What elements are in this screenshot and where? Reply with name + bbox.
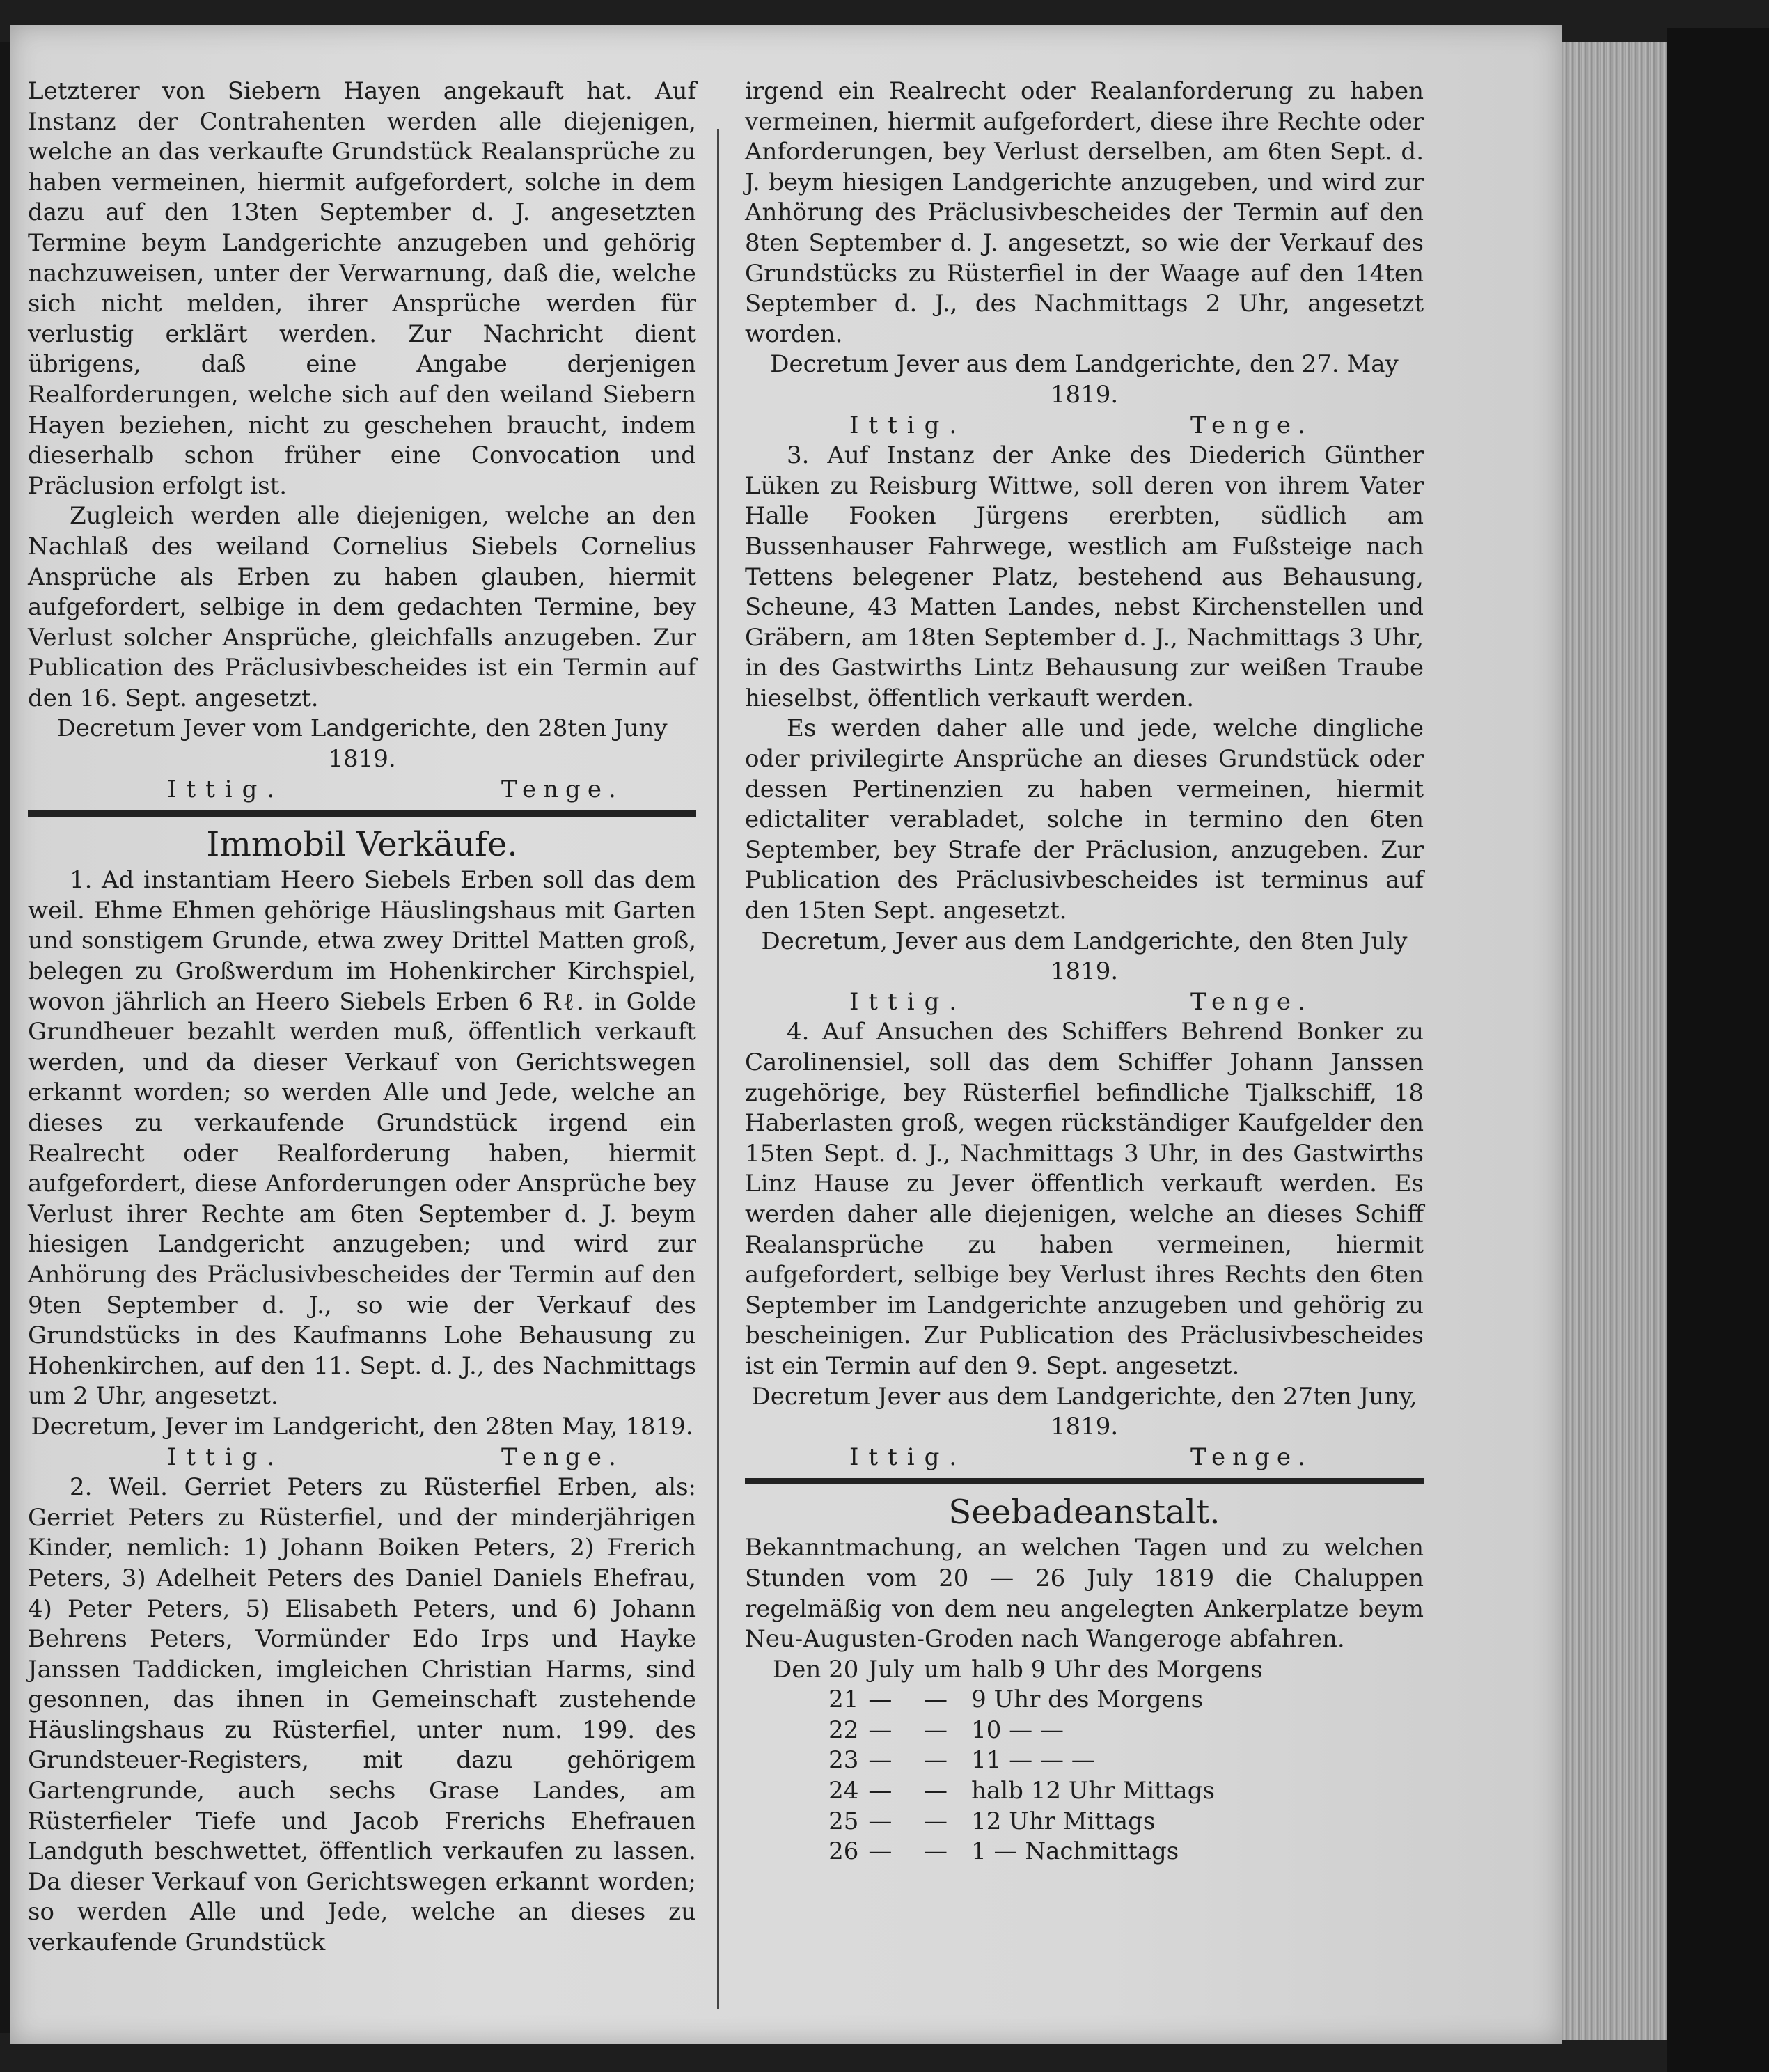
table-row bbox=[773, 1776, 1273, 1807]
schedule-cell: — bbox=[868, 1807, 893, 1835]
schedule-day: 25 bbox=[828, 1807, 859, 1835]
schedule-day: 26 bbox=[828, 1837, 859, 1866]
decree-line: Decretum Jever vom Landgerichte, den 28ten Juny 1819. bbox=[56, 714, 668, 774]
table-row bbox=[773, 1685, 1273, 1716]
schedule-day: 23 bbox=[828, 1746, 859, 1775]
right-column bbox=[745, 77, 1424, 1867]
section-rule bbox=[28, 810, 696, 817]
schedule-cell: um bbox=[923, 1655, 962, 1684]
schedule-time: halb 9 Uhr des Morgens bbox=[971, 1655, 1263, 1684]
paragraph: 1. Ad instantiam Heero Siebels Erben soll das dem weil. Ehme Ehmen gehörige Häuslingshaus mit Garten und sonstigem Grunde, etwa zwey Drittel Matten groß, belegen zu Großwerdum im Hohenkircher Kirchspiel, wovon jährlich an Heero Siebels Erben 6 Rℓ. in Golde Grundheuer bezahlt werden muß, öffentlich verkauft werden, und da dieser Verkauf von Gerichtswegen erkannt worden; so werden Alle und Jede, welche an dieses zu verkaufende Grundstück irgend ein Realrecht oder Realforderung haben, hiermit aufgefordert, diese Anforderungen oder Ansprüche bey Verlust ihrer Rechte am 6ten September d. J. beym hiesigen Landgericht anzugeben; und wird zur Anhörung des Präclusivbescheides der Termin auf den 9ten September d. J., so wie der Verkauf des Grundstücks in des Kaufmanns Lohe Behausung zu Hohenkirchen, auf den 11. Sept. d. J., des Nachmittags um 2 Uhr, angesetzt. bbox=[28, 866, 696, 1411]
table-row bbox=[773, 1716, 1273, 1746]
schedule-cell: — bbox=[868, 1686, 893, 1714]
signature: Ittig. bbox=[167, 775, 285, 803]
schedule-day: 21 bbox=[828, 1686, 859, 1714]
schedule-cell: — bbox=[923, 1777, 948, 1805]
schedule-cell: — bbox=[923, 1837, 948, 1866]
table-row bbox=[773, 1655, 1273, 1686]
table-row bbox=[773, 1837, 1273, 1867]
signature: Tenge. bbox=[1190, 1443, 1312, 1471]
schedule-cell: — bbox=[868, 1837, 893, 1866]
signature: Ittig. bbox=[167, 1443, 285, 1471]
signature: Ittig. bbox=[849, 987, 967, 1016]
schedule-table bbox=[773, 1655, 1273, 1867]
section-heading: Immobil Verkäufe. bbox=[206, 825, 518, 865]
paragraph: Es werden daher alle und jede, welche dingliche oder privilegirte Ansprüche an dieses Grundstück oder dessen Pertinenzien zu haben vermeinen, hiermit edictaliter verabladet, solche in termino den 6ten September, bey Strafe der Präclusion, anzugeben. Zur Publication des Präclusivbescheides ist terminus auf den 15ten Sept. angesetzt. bbox=[745, 714, 1424, 925]
decree-line: Decretum Jever aus dem Landgerichte, den 27. May 1819. bbox=[770, 350, 1399, 409]
decree-line: Decretum Jever aus dem Landgerichte, den 27ten Juny, 1819. bbox=[751, 1382, 1417, 1441]
signature: Tenge. bbox=[501, 775, 623, 803]
signature-line bbox=[28, 1443, 696, 1473]
table-row bbox=[773, 1807, 1273, 1837]
schedule-time: 1 — Nachmittags bbox=[971, 1837, 1179, 1866]
facing-page-edge bbox=[0, 42, 10, 2033]
paragraph: 2. Weil. Gerriet Peters zu Rüsterfiel Erben, als: Gerriet Peters zu Rüsterfiel, und der minderjährigen Kinder, nemlich: 1) Johann Boiken Peters, 2) Frerich Peters, 3) Adelheit Peters des Daniel Daniels Ehefrau, 4) Peter Peters, 5) Elisabeth Peters, und 6) Johann Behrens Peters, Vormünder Edo Irps und Hayke Janssen Taddicken, imgleichen Christian Harms, sind gesonnen, das ihnen in Gemeinschaft zustehende Häuslingshaus zu Rüsterfiel, unter num. 199. des Grundsteuer-Registers, mit dazu gehörigem Gartengrunde, auch sechs Grase Landes, am Rüsterfieler Tiefe und Jacob Frerichs Ehefrauen Landguth beschwettet, öffentlich verkaufen zu lassen. Da dieser Verkauf von Gerichtswegen erkannt worden; so werden Alle und Jede, welche an dieses zu verkaufende Grundstück bbox=[28, 1473, 696, 1957]
signature-line bbox=[745, 411, 1424, 441]
signature: Tenge. bbox=[501, 1443, 623, 1471]
paragraph: Letzterer von Siebern Hayen angekauft hat. Auf Instanz der Contrahenten werden alle diejenigen, welche an das verkaufte Grundstück Realansprüche zu haben vermeinen, hiermit aufgefordert, solche in dem dazu auf den 13ten September d. J. angesetzten Termine beym Landgerichte anzugeben und gehörig nachzuweisen, unter der Verwarnung, daß die, welche sich nicht melden, ihrer Ansprüche werden für verlustig erklärt werden. Zur Nachricht dient übrigens, daß eine Angabe derjenigen Realforderungen, welche sich auf den weiland Siebern Hayen beziehen, nicht zu geschehen braucht, indem dieserhalb schon früher eine Convocation und Präclusion erfolgt ist. bbox=[28, 77, 696, 500]
paragraph: 4. Auf Ansuchen des Schiffers Behrend Bonker zu Carolinensiel, soll das dem Schiffer Johann Janssen zugehörige, bey Rüsterfiel befindliche Tjalkschiff, 18 Haberlasten groß, wegen rückständiger Kaufgelder den 15ten Sept. d. J., Nachmittags 3 Uhr, in des Gastwirths Linz Hause zu Jever öffentlich verkauft werden. Es werden daher alle diejenigen, welche an dieses Schiff Realansprüche zu haben vermeinen, hiermit aufgefordert, selbige bey Verlust ihres Rechts den 6ten September im Landgerichte anzugeben und gehörig zu bescheinigen. Zur Publication des Präclusivbescheides ist ein Termin auf den 9. Sept. angesetzt. bbox=[745, 1018, 1424, 1380]
table-row bbox=[773, 1745, 1273, 1776]
schedule-cell: — bbox=[923, 1746, 948, 1775]
schedule-time: 11 — — — bbox=[971, 1746, 1095, 1775]
schedule-cell: — bbox=[868, 1746, 893, 1775]
paragraph: Bekanntmachung, an welchen Tagen und zu welchen Stunden vom 20 — 26 July 1819 die Chaluppen regelmäßig von dem neu angelegten Ankerplatze beym Neu-Augusten-Groden nach Wangeroge abfahren. bbox=[745, 1534, 1424, 1654]
section-heading: Seebadeanstalt. bbox=[948, 1493, 1220, 1532]
schedule-time: 9 Uhr des Morgens bbox=[971, 1686, 1204, 1714]
book-page-edges bbox=[1562, 42, 1667, 2040]
schedule-day: 22 bbox=[828, 1716, 859, 1744]
schedule-time: 10 — — bbox=[971, 1716, 1064, 1744]
signature-line bbox=[28, 775, 696, 806]
left-column bbox=[28, 77, 696, 1959]
paragraph: Zugleich werden alle diejenigen, welche an den Nachlaß des weiland Cornelius Siebels Cornelius Ansprüche als Erben zu haben glauben, hiermit aufgefordert, selbige in dem gedachten Termine, bey Verlust solcher Ansprüche, gleichfalls anzugeben. Zur Publication des Präclusivbescheides ist ein Termin auf den 16. Sept. angesetzt. bbox=[28, 502, 696, 712]
signature: Tenge. bbox=[1190, 987, 1312, 1016]
schedule-cell: July bbox=[868, 1655, 914, 1684]
section-rule bbox=[745, 1478, 1424, 1484]
schedule-day: 24 bbox=[828, 1777, 859, 1805]
signature: Ittig. bbox=[849, 411, 967, 439]
schedule-time: halb 12 Uhr Mittags bbox=[971, 1777, 1215, 1805]
schedule-cell: — bbox=[923, 1807, 948, 1835]
signature-line bbox=[745, 987, 1424, 1018]
book-binding bbox=[1667, 28, 1769, 2072]
decree-line: Decretum, Jever aus dem Landgerichte, den 8ten July 1819. bbox=[761, 927, 1408, 986]
schedule-cell: — bbox=[923, 1686, 948, 1714]
signature: Ittig. bbox=[849, 1443, 967, 1471]
decree-line: Decretum, Jever im Landgericht, den 28ten May, 1819. bbox=[31, 1412, 693, 1441]
signature: Tenge. bbox=[1190, 411, 1312, 439]
schedule-cell: — bbox=[923, 1716, 948, 1744]
schedule-time: 12 Uhr Mittags bbox=[971, 1807, 1156, 1835]
schedule-cell: — bbox=[868, 1777, 893, 1805]
column-divider bbox=[717, 129, 719, 2009]
paragraph: irgend ein Realrecht oder Realanforderung zu haben vermeinen, hiermit aufgefordert, diese ihre Rechte oder Anforderungen, bey Verlust derselben, am 6ten Sept. d. J. beym hiesigen Landgerichte anzugeben, und wird zur Anhörung des Präclusivbescheides der Termin auf den 8ten September d. J. angesetzt, so wie der Verkauf des Grundstücks zu Rüsterfiel in der Waage auf den 14ten September d. J., des Nachmittags 2 Uhr, angesetzt worden. bbox=[745, 77, 1424, 348]
signature-line bbox=[745, 1443, 1424, 1473]
paragraph: 3. Auf Instanz der Anke des Diederich Günther Lüken zu Reisburg Wittwe, soll deren von ihrem Vater Halle Fooken Jürgens ererbten, südlich am Bussenhauser Fahrwege, westlich am Fußsteige nach Tettens belegener Platz, bestehend aus Behausung, Scheune, 43 Matten Landes, nebst Kirchenstellen und Gräbern, am 18ten September d. J., Nachmittags 3 Uhr, in des Gastwirths Lintz Behausung zur weißen Traube hieselbst, öffentlich verkauft werden. bbox=[745, 441, 1424, 712]
schedule-cell: — bbox=[868, 1716, 893, 1744]
schedule-day: Den 20 bbox=[773, 1655, 859, 1684]
